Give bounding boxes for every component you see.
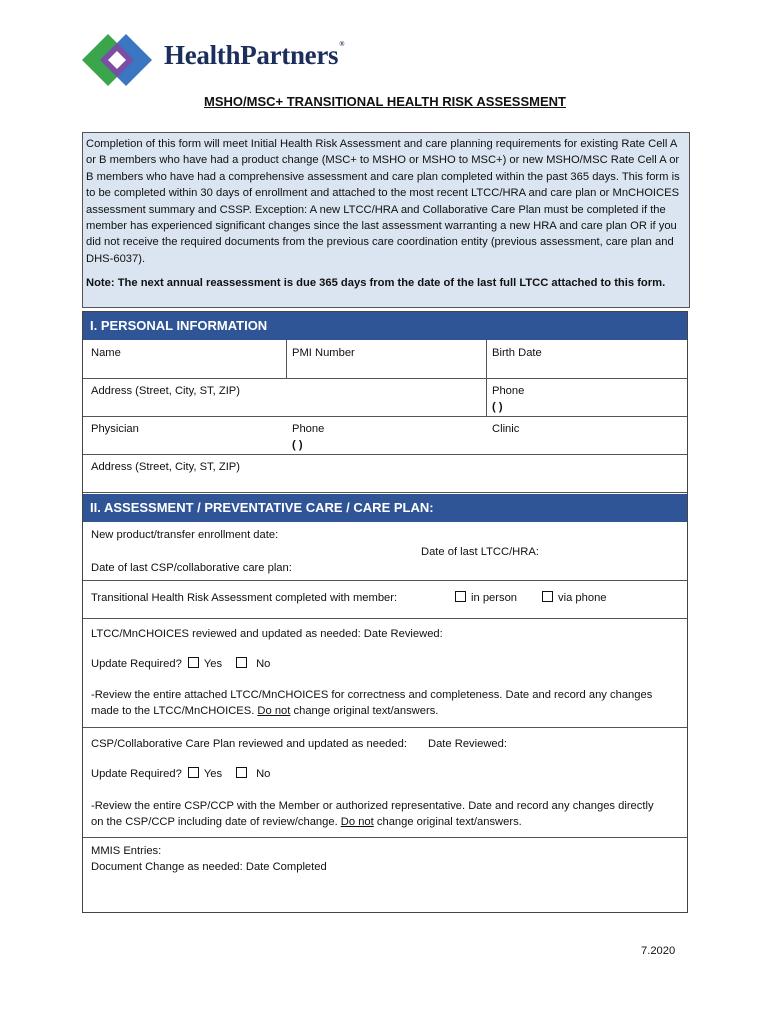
ltcc-yes-checkbox[interactable] [188,657,199,668]
phone-paren: ( ) [492,401,503,413]
form-version: 7.2020 [641,945,676,957]
physician-phone-paren: ( ) [292,439,303,451]
ltcc-reviewed-label: LTCC/MnCHOICES reviewed and updated as needed: Date Reviewed: [91,628,443,640]
phone-field[interactable]: Phone [492,385,525,397]
csp-yes-checkbox[interactable] [188,767,199,778]
csp-reviewed-label: CSP/Collaborative Care Plan reviewed and updated as needed: [91,738,407,750]
update-required-csp: Update Required? Yes No [91,768,271,780]
via-phone-checkbox[interactable] [542,591,553,602]
ltcc-no-checkbox[interactable] [236,657,247,668]
intro-paragraph: Completion of this form will meet Initial Health Risk Assessment and care planning requirements for existing Rate Cell A or B members who have had a product change (MSC+ to MSHO or MSHO to MSC+) or new MSHO/MSC Rate Cell A or B members who have had a comprehensive assessment and care plan completed within the past 365 days. This form is to be completed within 30 days of enrollment and attached to the most recent LTCC/HRA and care plan or MnCHOICES assessment summary and CSSP. Exception: A new LTCC/HRA and Collaborative Care Plan must be completed if the member has experienced significant changes since the last assessment warranting a new HRA and care plan OR if you did not receive the required documents from the previous care coordination entity (previous assessment, care plan and DHS-6037). [86,138,680,265]
last-ltcc-date-field[interactable]: Date of last LTCC/HRA: [421,546,539,558]
section-assessment-heading: II. ASSESSMENT / PREVENTATIVE CARE / CARE PLAN: [83,494,687,522]
csp-no-checkbox[interactable] [236,767,247,778]
address-field[interactable]: Address (Street, City, ST, ZIP) [91,385,240,397]
physician-address-field[interactable]: Address (Street, City, ST, ZIP) [91,461,240,473]
in-person-option[interactable]: in person [449,590,517,606]
enrollment-date-field[interactable]: New product/transfer enrollment date: [91,529,279,541]
via-phone-option[interactable]: via phone [536,590,607,606]
intro-note: Note: The next annual reassessment is due 365 days from the date of the last full LTCC attached to this form. [86,277,666,290]
physician-field[interactable]: Physician [91,423,139,435]
mmis-entries-label: MMIS Entries: [91,845,162,857]
last-csp-date-field[interactable]: Date of last CSP/collaborative care plan: [91,562,292,574]
page-title: MSHO/MSC+ TRANSITIONAL HEALTH RISK ASSESSMENT [204,94,566,109]
in-person-checkbox[interactable] [455,591,466,602]
logo-diamond-icon [82,34,162,88]
thra-completed-label: Transitional Health Risk Assessment completed with member: [91,592,398,604]
update-required-ltcc: Update Required? Yes No [91,658,271,670]
intro-box [82,132,690,308]
ltcc-review-instructions: -Review the entire attached LTCC/MnCHOICES for correctness and completeness. Date and record any changes made to the LTCC/MnCHOICES. Do not change original text/answers. [91,689,653,717]
csp-review-instructions: -Review the entire CSP/CCP with the Member or authorized representative. Date and record any changes directly on the CSP/CCP including date of review/change. Do not change original text/answers. [91,800,654,828]
document-change-field[interactable]: Document Change as needed: Date Completed [91,861,327,873]
logo-wordmark: HealthPartners® [164,40,345,70]
healthpartners-logo [82,34,372,88]
assessment-form [82,311,688,913]
name-field[interactable]: Name [91,347,121,359]
csp-date-reviewed-field[interactable]: Date Reviewed: [428,738,507,750]
clinic-field[interactable]: Clinic [492,423,520,435]
birth-date-field[interactable]: Birth Date [492,347,542,359]
section-personal-info-heading: I. PERSONAL INFORMATION [83,312,687,340]
physician-phone-field[interactable]: Phone [292,423,325,435]
pmi-number-field[interactable]: PMI Number [292,347,355,359]
